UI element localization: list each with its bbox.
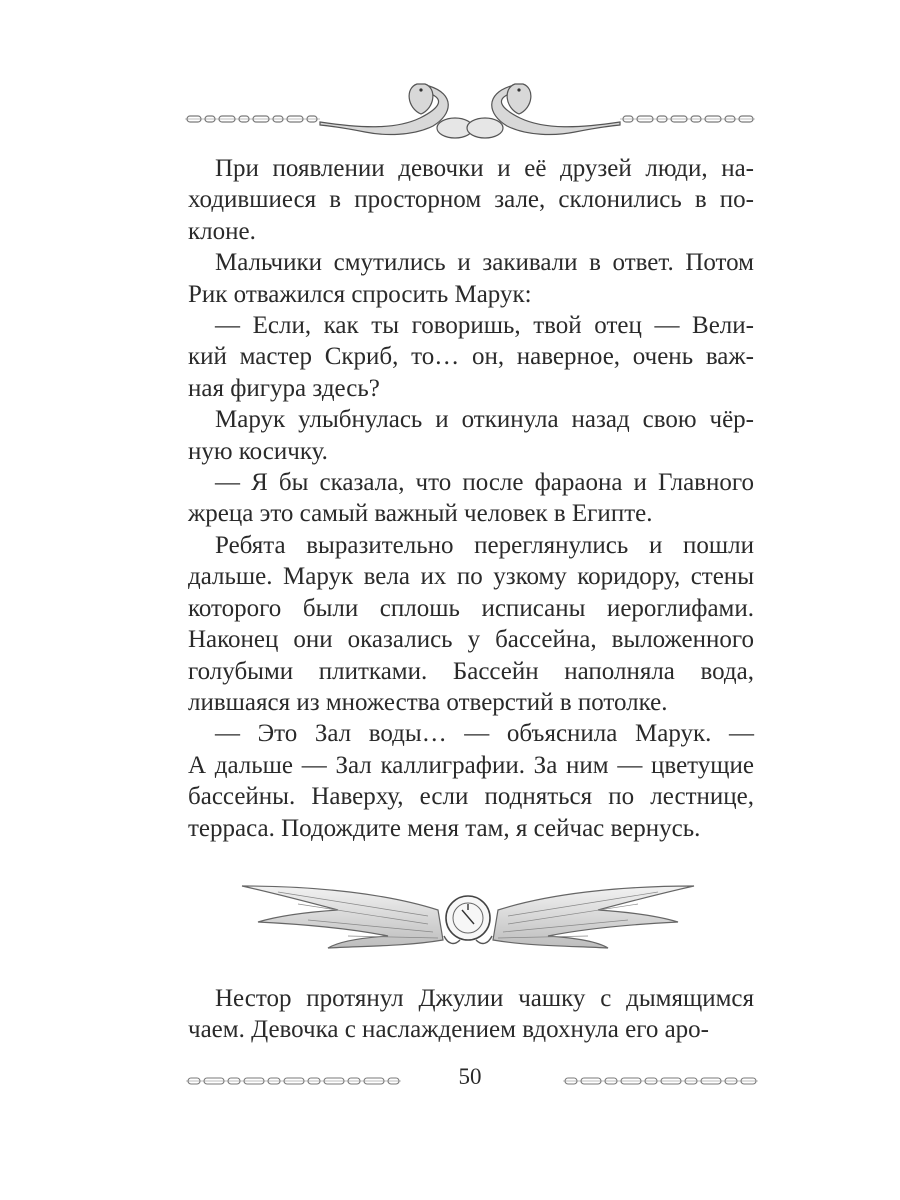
text-line: А дальше — Зал каллиграфии. За ним — цветущие: [188, 751, 754, 779]
text-line: ходившиеся в просторном зале, склонились в по-: [188, 186, 754, 214]
text-line: лившаяся из множества отверстий в потолке.: [188, 688, 668, 716]
text-line: дальше. Марук вела их по узкому коридору, стены: [188, 563, 754, 591]
text-line: Нестор протянул Джулии чашку с дымящимся: [215, 985, 754, 1012]
text-line: Рик отважился спросить Марук:: [188, 280, 532, 308]
chain-rule-left-icon: [186, 1074, 401, 1088]
paragraph: [188, 404, 754, 467]
text-line: кий мастер Скриб, то… он, наверное, очень важ-: [188, 343, 754, 371]
paragraph: [188, 310, 754, 404]
text-line: ную косичку.: [188, 437, 328, 465]
winged-sun-disk-icon: [238, 880, 698, 960]
text-line: Наконец они оказались у бассейна, выложенного: [188, 626, 754, 654]
text-line: — Если, как ты говоришь, твой отец — Вели-: [215, 312, 754, 340]
paragraph: [188, 153, 754, 247]
continued-text: [188, 983, 754, 1046]
main-text: [188, 153, 754, 844]
paragraph: [188, 983, 754, 1046]
paragraph: [188, 530, 754, 718]
text-line: При появлении девочки и её друзей люди, на-: [215, 155, 754, 182]
text-line: которого были сплошь исписаны иероглифами.: [188, 594, 754, 622]
text-line: голубыми плитками. Бассейн наполняла вода,: [188, 657, 754, 685]
text-line: Мальчики смутились и закивали в ответ. Потом: [215, 249, 754, 277]
text-line: — Это Зал воды… — объяснила Марук. —: [215, 720, 754, 748]
paragraph: [188, 718, 754, 844]
paragraph: [188, 467, 754, 530]
text-line: — Я бы сказала, что после фараона и Главного: [215, 469, 754, 497]
text-line: жреца это самый важный человек в Египте.: [188, 500, 653, 528]
page-number: 50: [458, 1064, 482, 1089]
cobra-ornament-icon: [185, 78, 755, 150]
text-line: бассейны. Наверху, если подняться по лестнице,: [188, 783, 754, 811]
text-line: Марук улыбнулась и откинула назад свою чёр-: [215, 406, 754, 434]
text-line: Ребята выразительно переглянулись и пошли: [215, 531, 754, 559]
chain-rule-right-icon: [563, 1074, 758, 1088]
paragraph: [188, 247, 754, 310]
text-line: терраса. Подождите меня там, я сейчас вернусь.: [188, 814, 701, 842]
text-line: ная фигура здесь?: [188, 374, 380, 402]
text-line: чаем. Девочка с наслаждением вдохнула его аро-: [188, 1016, 709, 1044]
text-line: клоне.: [188, 217, 256, 245]
